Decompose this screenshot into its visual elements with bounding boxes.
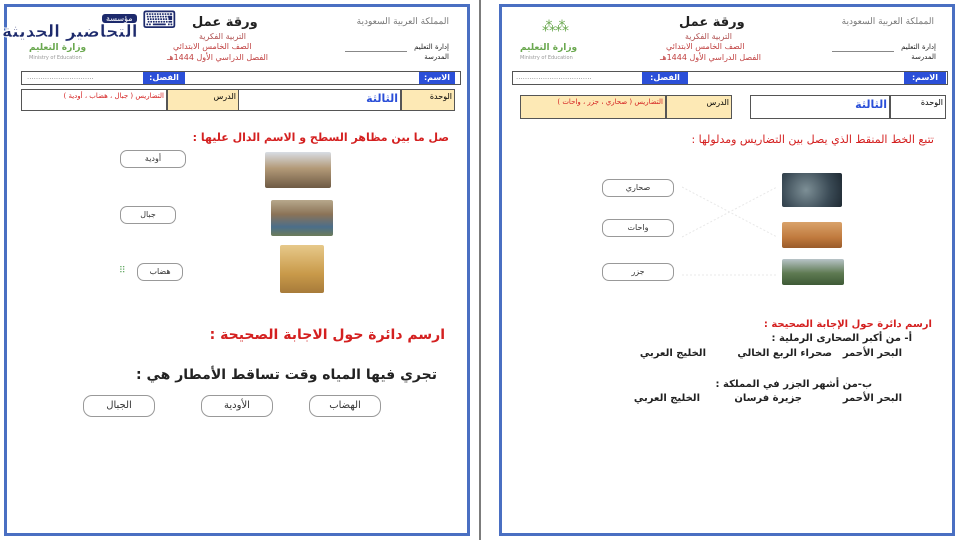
left-question-2: ارسم دائرة حول الاجابة الصحيحة : (209, 327, 445, 343)
unit-value-cell-right (750, 95, 890, 119)
school-line (345, 51, 407, 52)
oasis-photo (782, 259, 844, 285)
dot-grid-icon: ⠿ (119, 266, 126, 276)
brand-badge: مؤسسة (102, 14, 137, 23)
valley-photo (271, 200, 333, 236)
lesson-value-right: التضاريس ( صحاري ، جزر ، واحات ) (557, 98, 663, 106)
mountain-photo (265, 152, 331, 188)
right-question-1: تتبع الخط المنقط الذي يصل بين التضاريس ومدلولها : (691, 133, 934, 146)
laptop-icon: ⌨ (142, 6, 177, 34)
school-label: المدرسة (424, 53, 449, 61)
edu-admin-label: إدارة التعليم (414, 43, 449, 51)
match-item-valleys[interactable]: أودية (120, 150, 186, 168)
school-label-right: المدرسة (911, 53, 936, 61)
qb-option-farasan[interactable]: جزيرة فرسان (734, 393, 802, 404)
unit-label-cell-right (890, 95, 946, 119)
name-label-right: الاسم: (904, 72, 946, 84)
grade-label: الصف الخامس الابتدائي (173, 42, 252, 51)
match-item-oases[interactable]: واحات (602, 219, 674, 237)
school-line-right (832, 51, 894, 52)
match-item-islands[interactable]: جزر (602, 263, 674, 281)
qb-option-arabian-gulf[interactable]: الخليج العربي (633, 393, 700, 404)
option-valleys[interactable]: الأودية (201, 395, 273, 417)
lesson-label: الدرس (213, 92, 236, 101)
grade-label-right: الصف الخامس الابتدائي (666, 42, 745, 51)
lesson-label-right: الدرس (706, 98, 729, 107)
term-label-right: الفصل الدراسي الأول 1444هـ (660, 53, 762, 62)
unit-label-cell (401, 89, 455, 111)
match-item-plateaus[interactable]: هضاب (137, 263, 183, 281)
qa-option-arabian-gulf[interactable]: الخليج العربي (639, 348, 706, 359)
unit-value-cell (237, 89, 401, 111)
subject-label-right: التربية الفكرية (685, 32, 733, 41)
moe-logo-sub: Ministry of Education (29, 55, 82, 61)
match-item-mountains[interactable]: جبال (120, 206, 176, 224)
qb-option-red-sea[interactable]: البحر الأحمر (842, 393, 902, 404)
page-divider (479, 0, 481, 540)
worksheet-title-right: ورقة عمل (679, 15, 745, 30)
unit-value: الثالثة (366, 92, 398, 105)
lesson-value: التضاريس ( جبال ، هضاب ، أودية ) (63, 92, 164, 100)
option-plateaus[interactable]: الهضاب (309, 395, 381, 417)
moe-logo-icon: ⁂⁂ (542, 19, 568, 35)
moe-logo-sub-right: Ministry of Education (520, 55, 573, 61)
desert-photo (782, 222, 842, 248)
qa-option-red-sea[interactable]: البحر الأحمر (842, 348, 902, 359)
term-label: الفصل الدراسي الأول 1444هـ (167, 53, 269, 62)
class-label: الفصل: (143, 72, 185, 84)
unit-label-right: الوحدة (920, 98, 943, 107)
right-question-2: ارسم دائرة حول الإجابة الصحيحة : (763, 319, 932, 330)
unit-value-right: الثالثة (855, 98, 887, 111)
qa-option-empty-quarter[interactable]: صحراء الربع الخالي (737, 348, 832, 359)
unit-label: الوحدة (429, 92, 452, 101)
name-label: الاسم: (419, 72, 455, 84)
worksheet-left (4, 4, 470, 536)
right-question-b: ب-من أشهر الجزر في المملكة : (715, 379, 872, 390)
lesson-label-cell (167, 89, 239, 111)
worksheet-title: ورقة عمل (192, 15, 258, 30)
moe-logo-text: وزارة التعليم (29, 43, 87, 53)
class-label-right: الفصل: (642, 72, 688, 84)
brand-name: التحاضير الحديثة (2, 22, 138, 42)
plateau-photo (280, 245, 324, 293)
kingdom-emblem: المملكة العربية السعودية (356, 17, 449, 27)
match-item-deserts[interactable]: صحاري (602, 179, 674, 197)
subject-label: التربية الفكرية (199, 32, 247, 41)
class-blank[interactable]: .............................. (27, 73, 94, 81)
island-photo (782, 173, 842, 207)
kingdom-emblem-right: المملكة العربية السعودية (841, 17, 934, 27)
lesson-label-cell-right (666, 95, 732, 119)
left-question-1: صل ما بين مظاهر السطح و الاسم الدال عليها : (192, 131, 449, 144)
worksheet-right (499, 4, 955, 536)
left-question-2-stem: تجري فيها المياه وقت تساقط الأمطار هي : (136, 367, 437, 383)
right-question-a: أ- من أكبر الصحارى الرملية : (771, 333, 912, 344)
lesson-value-cell (21, 89, 167, 111)
edu-admin-label-right: إدارة التعليم (901, 43, 936, 51)
lesson-value-cell-right (520, 95, 666, 119)
brand-logo (2, 2, 180, 54)
class-blank-right[interactable]: .................................. (516, 73, 592, 81)
moe-logo-text-right: وزارة التعليم (520, 43, 578, 53)
option-mountains[interactable]: الجبال (83, 395, 155, 417)
